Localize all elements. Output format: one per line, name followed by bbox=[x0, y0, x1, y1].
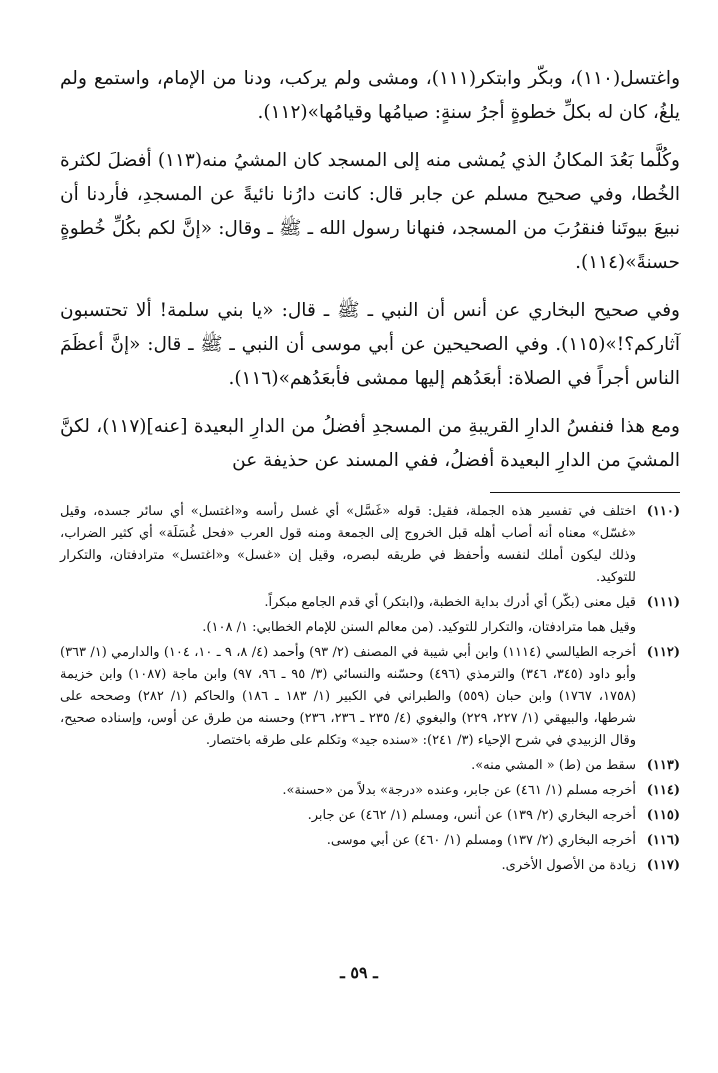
paragraph-4: ومع هذا فنفسُ الدارِ القريبةِ من المسجدِ أفضلُ من الدارِ البعيدة [عنه](١١٧)، لكنَّ المشيَ من الدارِ البعيدة أفضلُ، ففي المسند عن حذيفة عن bbox=[60, 416, 680, 471]
footnotes bbox=[60, 501, 680, 877]
footnote-number: (١١٠) bbox=[646, 504, 680, 519]
footnote-text: أخرجه البخاري (٢/ ١٣٩) عن أنس، ومسلم (١/ ٤٦٢) عن جابر. bbox=[307, 808, 636, 823]
footnote-number: (١١٤) bbox=[646, 783, 680, 798]
page-number: ـ ٥٩ ـ bbox=[340, 963, 378, 982]
footnote-115 bbox=[60, 805, 680, 827]
footnote-111-continuation: وقيل هما مترادفتان، والتكرار للتوكيد. (من معالم السنن للإمام الخطابي: ١/ ١٠٨). bbox=[202, 620, 636, 635]
footnote-number: (١١٢) bbox=[646, 645, 680, 660]
footnote-text: اختلف في تفسير هذه الجملة، فقيل: قوله «غَسَّل» أي غسل رأسه و«اغتسل» أي سائر جسده، وقيل «غسّل» معناه أنه أصاب أهله قبل الخروج إلى الجمعة ومنه قول العرب «فحل غُسَلَة» أي كثير الضراب، وذلك ليكون أملك لنفسه وأحفظ في طريقه لبصره، وقيل إن «غسل» و«اغتسل» مترادفتان، والتكرار للتوكيد. bbox=[60, 504, 636, 585]
footnote-text: أخرجه مسلم (١/ ٤٦١) عن جابر، وعنده «درجة» بدلاً من «حسنة». bbox=[282, 783, 636, 798]
footnote-number: (١١٥) bbox=[646, 808, 680, 823]
footnote-number: (١١١) bbox=[646, 595, 680, 610]
footnote-text: زيادة من الأصول الأخرى. bbox=[501, 858, 636, 873]
main-text bbox=[60, 62, 680, 478]
page-content bbox=[60, 62, 680, 880]
paragraph-2: وكُلَّما بَعُدَ المكانُ الذي يُمشى منه إلى المسجد كان المشيُ منه(١١٣) أفضلَ لكثرة الخُطا، وفي صحيح مسلم عن جابر قال: كانت دارُنا نائيةً عن المسجدِ، فأردنا أن نبيعَ بيوتَنا فنقرُبَ من المسجد، فنهانا رسول الله ـ ﷺ ـ وقال: «إنَّ لكم بكُلِّ خُطوةٍ حسنةً»(١١٤). bbox=[60, 150, 680, 273]
footnote-number: (١١٦) bbox=[646, 833, 680, 848]
footnote-111 bbox=[60, 592, 680, 614]
footnote-114 bbox=[60, 780, 680, 802]
footnote-number: (١١٧) bbox=[646, 858, 680, 873]
footnote-113 bbox=[60, 755, 680, 777]
footnote-number: (١١٣) bbox=[646, 758, 680, 773]
footnote-text: أخرجه الطيالسي (١١١٤) وابن أبي شيبة في المصنف (٢/ ٩٣) وأحمد (٤/ ٨، ٩ ـ ١٠، ١٠٤) والدارمي (١/ ٣٦٣) وأبو داود (٣٤٥، ٣٤٦) والترمذي (٤٩٦) وحسّنه والنسائي (٣/ ٩٥ ـ ٩٦، ٩٧) وابن ماجة (١٠٨٧) وابن خزيمة (١٧٥٨، ١٧٦٧) وابن حبان (٥٥٩) والطبراني في الكبير (١/ ١٨٣ ـ ١٨٦) والحاكم (١/ ٢٨٢) وصححه على شرطها، والبيهقي (١/ ٢٢٧، ٢٢٩) والبغوي (٤/ ٢٣٥ ـ ٢٣٦، ٢٣٦) وحسنه من طرق عن أوس، وإسناده صحيح، وقال الزبيدي في شرح الإحياء (٣/ ٢٤١): «سنده جيد» وتكلم على طرقه باختصار. bbox=[60, 645, 637, 748]
paragraph-1: واغتسل(١١٠)، وبكّر وابتكر(١١١)، ومشى ولم يركب، ودنا من الإمام، واستمع ولم يلغُ، كان له بكلِّ خطوةٍ أجرُ سنةٍ: صيامُها وقيامُها»(١١٢). bbox=[60, 68, 680, 123]
footnote-117 bbox=[60, 855, 680, 877]
footnote-116 bbox=[60, 830, 680, 852]
footnote-text: سقط من (ط) « المشي منه». bbox=[471, 758, 636, 773]
footnote-text: أخرجه البخاري (٢/ ١٣٧) ومسلم (١/ ٤٦٠) عن أبي موسى. bbox=[326, 833, 636, 848]
footnote-110 bbox=[60, 501, 680, 589]
paragraph-3: وفي صحيح البخاري عن أنس أن النبي ـ ﷺ ـ قال: «يا بني سلمة! ألا تحتسبون آثاركم؟!»(١١٥). وفي الصحيحين عن أبي موسى أن النبي ـ ﷺ ـ قال: «إنَّ أعظَمَ الناس أجراً في الصلاة: أبعَدُهم إليها ممشى فأبعَدُهم»(١١٦). bbox=[60, 300, 680, 389]
footnote-text: قيل معنى (بكّر) أي أدرك بداية الخطبة، و(ابتكر) أي قدم الجامع مبكراً. bbox=[264, 595, 636, 610]
footnote-112 bbox=[60, 642, 680, 752]
footnote-divider bbox=[490, 492, 680, 493]
